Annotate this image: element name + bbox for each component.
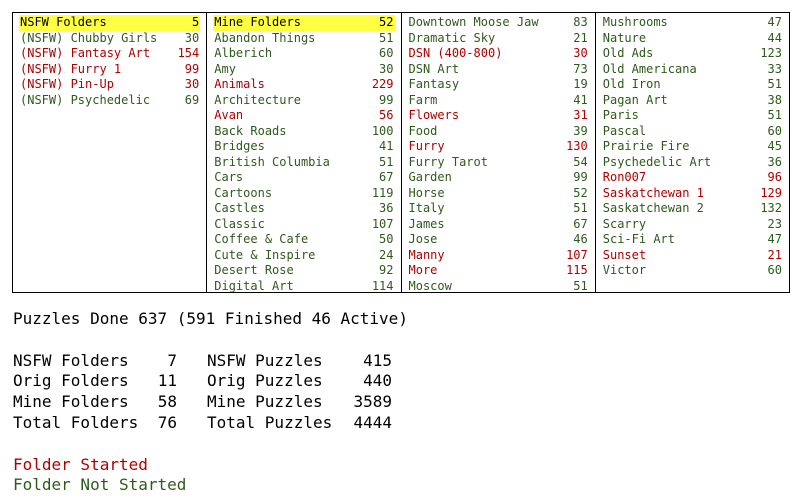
folder-count: 154 xyxy=(177,46,200,60)
stat-value: 4444 xyxy=(353,412,392,432)
folder-item[interactable] xyxy=(214,170,393,186)
folder-label: Amy xyxy=(214,61,236,76)
folder-label: Desert Rose xyxy=(214,263,294,277)
folder-item[interactable] xyxy=(409,155,588,171)
folder-label: Paris xyxy=(602,108,639,122)
folder-count: 51 xyxy=(767,108,782,122)
folder-count: 47 xyxy=(767,15,782,29)
folder-label: Italy xyxy=(408,201,445,215)
folder-count: 5 xyxy=(192,15,200,29)
puzzles-done-text: Puzzles Done 637 (591 Finished 46 Active) xyxy=(13,309,408,328)
folder-column xyxy=(13,13,207,292)
folder-count: 69 xyxy=(184,92,200,107)
folder-count: 23 xyxy=(767,216,782,231)
folder-item[interactable] xyxy=(409,15,588,31)
folder-count: 24 xyxy=(379,247,394,262)
folder-item[interactable] xyxy=(603,139,782,155)
folder-count: 33 xyxy=(767,61,782,76)
folder-count: 119 xyxy=(371,185,394,200)
folder-item[interactable] xyxy=(214,62,393,78)
folder-label: Nature xyxy=(602,30,647,45)
folder-label: Avan xyxy=(214,108,244,122)
folder-label: DSN Art xyxy=(408,61,460,76)
folder-count: 100 xyxy=(371,123,394,138)
folder-group-header xyxy=(19,15,200,31)
stat-value: 76 xyxy=(157,412,177,432)
folder-item[interactable] xyxy=(603,217,782,233)
folder-count: 39 xyxy=(573,123,588,138)
folder-label: (NSFW) Pin-Up xyxy=(20,77,114,91)
stat-row xyxy=(207,351,392,372)
folder-item[interactable] xyxy=(603,108,782,124)
folder-count: 67 xyxy=(379,170,394,184)
folder-label: Cartoons xyxy=(214,185,273,200)
folder-count: 123 xyxy=(760,46,782,60)
folder-label: Sci-Fi Art xyxy=(602,232,675,246)
folder-grid xyxy=(12,12,790,293)
folder-count: 60 xyxy=(767,123,782,138)
folder-item[interactable] xyxy=(409,186,588,202)
folder-item[interactable] xyxy=(409,139,588,155)
folder-label: Manny xyxy=(408,247,445,262)
folder-item[interactable] xyxy=(409,31,588,47)
folder-item[interactable] xyxy=(409,232,588,248)
folder-item[interactable] xyxy=(603,170,782,186)
folder-label: Flowers xyxy=(408,108,460,122)
folder-column xyxy=(207,13,401,292)
stat-row xyxy=(13,392,177,413)
folder-label: Animals xyxy=(214,77,265,91)
folder-label: Saskatchewan 2 xyxy=(602,201,704,215)
folder-label: Mushrooms xyxy=(602,15,668,29)
folder-count: 99 xyxy=(573,170,588,184)
folder-item[interactable] xyxy=(214,279,393,293)
stat-label: Mine Folders xyxy=(13,392,129,412)
folder-count: 52 xyxy=(379,15,394,29)
folder-item[interactable] xyxy=(214,263,393,279)
folder-count: 83 xyxy=(573,15,588,29)
folder-item[interactable] xyxy=(603,31,782,47)
summary-panel xyxy=(13,309,408,496)
folder-label: Coffee & Cafe xyxy=(214,232,309,246)
folder-count: 107 xyxy=(566,247,588,262)
folder-count: 38 xyxy=(767,92,782,107)
stat-row xyxy=(13,413,177,434)
folder-count: 30 xyxy=(184,30,200,45)
stat-value: 415 xyxy=(363,350,392,370)
stat-row xyxy=(207,392,392,413)
folder-label: Pascal xyxy=(602,123,647,138)
folder-count: 73 xyxy=(573,61,588,76)
stat-row xyxy=(13,351,177,372)
folder-label: More xyxy=(408,263,438,277)
folder-count: 51 xyxy=(573,201,588,215)
stat-value: 3589 xyxy=(353,392,392,412)
folder-count: 31 xyxy=(573,108,588,122)
stat-label: NSFW Puzzles xyxy=(207,350,323,370)
folder-label: Classic xyxy=(214,216,265,231)
folder-label: (NSFW) Psychedelic xyxy=(20,92,151,107)
folder-item[interactable] xyxy=(603,155,782,171)
folder-item[interactable] xyxy=(409,201,588,217)
folder-count: 107 xyxy=(371,216,394,231)
folder-label: Food xyxy=(408,123,438,138)
folder-item[interactable] xyxy=(409,124,588,140)
legend-not-started: Folder Not Started xyxy=(13,475,187,495)
folder-column xyxy=(402,13,596,292)
folder-label: NSFW Folders xyxy=(20,15,107,29)
folder-count: 52 xyxy=(573,185,588,200)
folder-count: 99 xyxy=(379,92,394,107)
folder-count: 96 xyxy=(767,170,782,184)
folder-label: (NSFW) Chubby Girls xyxy=(20,30,158,45)
folder-label: Sunset xyxy=(602,247,647,262)
stat-row xyxy=(13,371,177,392)
folder-item[interactable] xyxy=(409,217,588,233)
folder-count: 132 xyxy=(760,201,782,215)
stat-row xyxy=(207,413,392,434)
folder-item[interactable] xyxy=(20,77,199,93)
folder-count: 60 xyxy=(379,46,394,60)
stat-label: Orig Puzzles xyxy=(207,371,323,391)
folder-count: 30 xyxy=(379,61,394,76)
folder-item[interactable] xyxy=(214,201,393,217)
folder-count: 56 xyxy=(379,108,394,122)
stat-label: Total Folders xyxy=(13,412,139,432)
folder-item[interactable] xyxy=(214,93,393,109)
folder-count: 60 xyxy=(767,263,782,277)
folder-item[interactable] xyxy=(603,77,782,93)
folder-count: 129 xyxy=(760,185,782,200)
folder-item[interactable] xyxy=(214,186,393,202)
folder-item[interactable] xyxy=(603,15,782,31)
folder-column xyxy=(596,13,789,292)
folder-count: 92 xyxy=(379,263,394,277)
folder-label: Furry xyxy=(408,139,445,153)
folder-item[interactable] xyxy=(603,201,782,217)
folder-label: Old Americana xyxy=(602,61,697,76)
folder-label: Psychedelic Art xyxy=(602,154,712,169)
folder-item[interactable] xyxy=(214,31,393,47)
folder-label: Mine Folders xyxy=(214,15,301,29)
folder-label: Jose xyxy=(408,232,438,246)
folder-item[interactable] xyxy=(214,77,393,93)
folder-label: Victor xyxy=(602,263,647,277)
folder-label: Digital Art xyxy=(214,278,294,292)
folder-item[interactable] xyxy=(20,46,199,62)
folder-item[interactable] xyxy=(409,248,588,264)
stat-value: 7 xyxy=(167,350,177,370)
folder-label: (NSFW) Fantasy Art xyxy=(20,46,151,60)
folder-label: Cars xyxy=(214,170,244,184)
folder-item[interactable] xyxy=(214,46,393,62)
folder-item[interactable] xyxy=(214,248,393,264)
puzzle-stats xyxy=(207,351,392,434)
folder-label: Scarry xyxy=(602,216,647,231)
stat-value: 58 xyxy=(157,392,177,412)
folder-label: Prairie Fire xyxy=(602,139,690,153)
folder-count: 30 xyxy=(573,46,588,60)
legend xyxy=(13,455,408,497)
folder-label: Pagan Art xyxy=(602,92,668,107)
folder-count: 41 xyxy=(573,92,588,107)
folder-item[interactable] xyxy=(603,232,782,248)
folder-item[interactable] xyxy=(409,93,588,109)
folder-label: Cute & Inspire xyxy=(214,247,316,262)
folder-item[interactable] xyxy=(20,31,199,47)
folder-label: Downtown Moose Jaw xyxy=(408,15,539,29)
folder-item[interactable] xyxy=(214,139,393,155)
folder-label: Farm xyxy=(408,92,438,107)
folder-label: Old Ads xyxy=(602,46,654,60)
folder-count: 114 xyxy=(371,278,394,292)
folder-label: Moscow xyxy=(408,278,452,292)
folder-item[interactable] xyxy=(214,232,393,248)
stat-row xyxy=(207,371,392,392)
folder-count: 67 xyxy=(573,216,588,231)
folder-count: 30 xyxy=(184,77,200,91)
folder-group-header xyxy=(213,15,394,31)
folder-label: Castles xyxy=(214,201,265,215)
folder-item[interactable] xyxy=(603,124,782,140)
folder-label: Horse xyxy=(408,185,445,200)
folder-item[interactable] xyxy=(214,155,393,171)
folder-label: Fantasy xyxy=(408,77,460,91)
folder-item[interactable] xyxy=(409,108,588,124)
folder-label: Back Roads xyxy=(214,123,287,138)
stat-value: 440 xyxy=(363,371,392,391)
folder-count: 21 xyxy=(573,30,588,45)
folder-label: British Columbia xyxy=(214,154,330,169)
folder-label: Old Iron xyxy=(602,77,661,91)
folder-label: DSN (400-800) xyxy=(408,46,503,60)
folder-item[interactable] xyxy=(20,62,199,78)
stat-label: Mine Puzzles xyxy=(207,392,323,412)
folder-label: James xyxy=(408,216,445,231)
stats-table xyxy=(13,351,408,434)
folder-count: 44 xyxy=(767,30,782,45)
folder-label: (NSFW) Furry 1 xyxy=(20,61,122,76)
folder-label: Ron007 xyxy=(602,170,647,184)
folder-stats xyxy=(13,351,177,434)
folder-count: 41 xyxy=(379,139,394,153)
folder-count: 229 xyxy=(371,77,394,91)
folder-item[interactable] xyxy=(603,248,782,264)
folder-count: 36 xyxy=(767,154,782,169)
stat-value: 11 xyxy=(157,371,177,391)
folder-item[interactable] xyxy=(409,62,588,78)
folder-label: Architecture xyxy=(214,92,301,107)
folder-count: 47 xyxy=(767,232,782,246)
folder-item[interactable] xyxy=(214,124,393,140)
folder-count: 99 xyxy=(184,61,200,76)
folder-item[interactable] xyxy=(603,46,782,62)
folder-count: 21 xyxy=(767,247,782,262)
stat-label: Orig Folders xyxy=(13,371,129,391)
folder-count: 46 xyxy=(573,232,588,246)
folder-count: 51 xyxy=(379,154,394,169)
folder-label: Bridges xyxy=(214,139,265,153)
folder-count: 45 xyxy=(767,139,782,153)
folder-label: Alberich xyxy=(214,46,273,60)
folder-item[interactable] xyxy=(20,93,199,109)
folder-label: Dramatic Sky xyxy=(408,30,496,45)
folder-count: 19 xyxy=(573,77,588,91)
folder-item[interactable] xyxy=(409,77,588,93)
folder-count: 130 xyxy=(566,139,588,153)
folder-count: 36 xyxy=(379,201,394,215)
folder-item[interactable] xyxy=(409,46,588,62)
folder-label: Saskatchewan 1 xyxy=(602,185,704,200)
folder-item[interactable] xyxy=(409,170,588,186)
folder-label: Furry Tarot xyxy=(408,154,488,169)
folder-item[interactable] xyxy=(409,263,588,279)
folder-item[interactable] xyxy=(603,186,782,202)
folder-count: 51 xyxy=(379,30,394,45)
folder-count: 50 xyxy=(379,232,394,246)
folder-item[interactable] xyxy=(214,108,393,124)
folder-item[interactable] xyxy=(603,93,782,109)
folder-item[interactable] xyxy=(409,279,588,293)
folder-count: 51 xyxy=(767,77,782,91)
folder-count: 51 xyxy=(573,278,588,292)
folder-item[interactable] xyxy=(603,263,782,279)
folder-label: Abandon Things xyxy=(214,30,316,45)
legend-started: Folder Started xyxy=(13,454,148,474)
stat-label: Total Puzzles xyxy=(207,412,333,432)
folder-count: 54 xyxy=(573,154,588,169)
folder-label: Garden xyxy=(408,170,452,184)
folder-count: 115 xyxy=(566,263,588,277)
folder-item[interactable] xyxy=(603,62,782,78)
folder-item[interactable] xyxy=(214,217,393,233)
stat-label: NSFW Folders xyxy=(13,350,129,370)
